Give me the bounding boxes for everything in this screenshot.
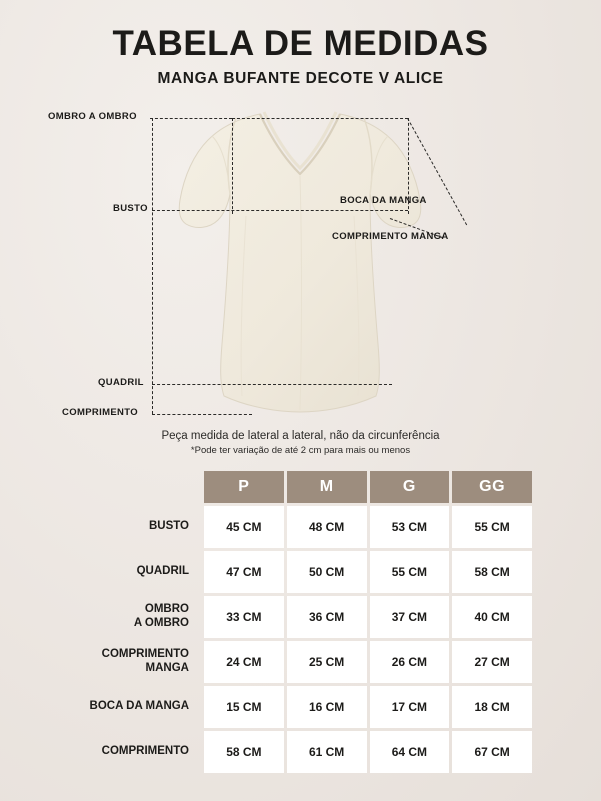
size-table xyxy=(65,468,535,776)
notes xyxy=(0,430,601,456)
size-table-wrapper xyxy=(65,468,535,776)
table-row xyxy=(68,731,532,773)
line-ombro-a-ombro xyxy=(232,118,408,119)
cell-manga-g: 26 CM xyxy=(370,641,450,683)
row-label-boca-da-manga: BOCA DA MANGA xyxy=(89,700,189,713)
row-label-comprimento: COMPRIMENTO xyxy=(101,745,189,758)
table-row xyxy=(68,641,532,683)
column-header-g: G xyxy=(370,471,450,503)
line-quadril xyxy=(152,384,392,385)
table-row xyxy=(68,506,532,548)
column-header-p: P xyxy=(204,471,284,503)
row-label-line1: OMBRO xyxy=(144,603,189,616)
page-title: TABELA DE MEDIDAS xyxy=(112,24,489,63)
cell-quadril-p: 47 CM xyxy=(204,551,284,593)
column-header-m: M xyxy=(287,471,367,503)
cell-quadril-g: 55 CM xyxy=(370,551,450,593)
cell-boca-g: 17 CM xyxy=(370,686,450,728)
cell-comprimento-gg: 67 CM xyxy=(452,731,532,773)
table-row xyxy=(68,551,532,593)
table-row xyxy=(68,596,532,638)
label-boca-da-manga: BOCA DA MANGA xyxy=(340,195,427,206)
cell-busto-gg: 55 CM xyxy=(452,506,532,548)
row-label-ombro-a-ombro xyxy=(68,596,201,638)
cell-boca-p: 15 CM xyxy=(204,686,284,728)
row-label-line2: A OMBRO xyxy=(133,617,189,629)
row-label-busto: BUSTO xyxy=(148,520,189,533)
row-label-quadril: QUADRIL xyxy=(136,565,189,578)
line-busto xyxy=(152,210,408,211)
header xyxy=(0,26,601,88)
cell-manga-gg: 27 CM xyxy=(452,641,532,683)
table-corner-cell xyxy=(68,471,201,503)
cell-boca-gg: 18 CM xyxy=(452,686,532,728)
cell-busto-p: 45 CM xyxy=(204,506,284,548)
column-header-gg: GG xyxy=(452,471,532,503)
label-ombro-a-ombro: OMBRO A OMBRO xyxy=(48,111,137,122)
note-main: Peça medida de lateral a lateral, não da circunferência xyxy=(161,430,440,442)
cell-manga-m: 25 CM xyxy=(287,641,367,683)
line-comprimento-base xyxy=(152,414,252,415)
cell-quadril-gg: 58 CM xyxy=(452,551,532,593)
tshirt-graphic xyxy=(150,96,450,426)
label-comprimento: COMPRIMENTO xyxy=(62,407,138,418)
cell-comprimento-m: 61 CM xyxy=(287,731,367,773)
label-comprimento-manga: COMPRIMENTO MANGA xyxy=(332,231,449,242)
row-label-line1: COMPRIMENTO xyxy=(101,648,189,661)
leader-ombro xyxy=(150,118,232,119)
row-label-comprimento-manga xyxy=(68,641,201,683)
row-label-line2: MANGA xyxy=(145,662,189,674)
cell-ombro-p: 33 CM xyxy=(204,596,284,638)
cell-manga-p: 24 CM xyxy=(204,641,284,683)
cell-ombro-gg: 40 CM xyxy=(452,596,532,638)
table-row xyxy=(68,686,532,728)
garment-illustration xyxy=(0,96,601,436)
label-busto: BUSTO xyxy=(113,203,148,214)
cell-ombro-m: 36 CM xyxy=(287,596,367,638)
note-sub: *Pode ter variação de até 2 cm para mais ou menos xyxy=(190,445,411,456)
cell-busto-g: 53 CM xyxy=(370,506,450,548)
cell-ombro-g: 37 CM xyxy=(370,596,450,638)
cell-boca-m: 16 CM xyxy=(287,686,367,728)
cell-busto-m: 48 CM xyxy=(287,506,367,548)
line-comprimento xyxy=(152,118,153,414)
cell-comprimento-g: 64 CM xyxy=(370,731,450,773)
label-quadril: QUADRIL xyxy=(98,377,144,388)
page-subtitle: MANGA BUFANTE DECOTE V ALICE xyxy=(157,69,444,87)
tick-ombro-left xyxy=(232,118,233,214)
cell-comprimento-p: 58 CM xyxy=(204,731,284,773)
cell-quadril-m: 50 CM xyxy=(287,551,367,593)
table-header-row xyxy=(68,471,532,503)
